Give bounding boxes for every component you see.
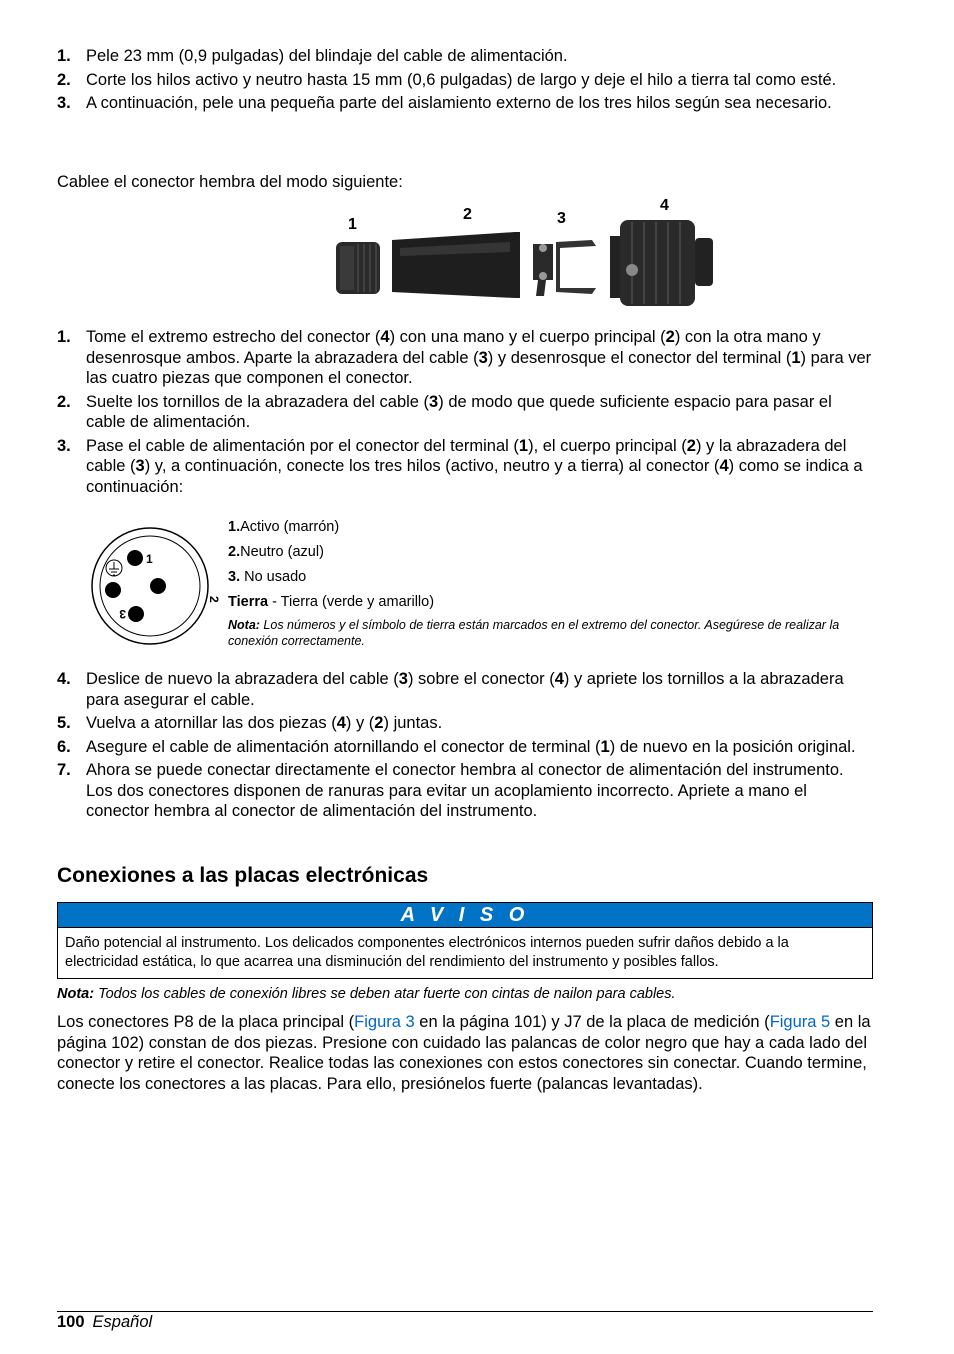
step-text: Pase el cable de alimentación por el conector del terminal ( [86, 436, 519, 455]
wiring-steps [57, 327, 873, 500]
note-text: Los números y el símbolo de tierra están marcados en el extremo del conector. Asegúrese de realizar la conexión correctamente. [228, 618, 840, 648]
part-label-2: 2 [463, 206, 472, 223]
list-item [57, 327, 873, 389]
step-text: ) con la otra mano y desenrosque ambos. Aparte la abrazadera del cable ( [86, 328, 821, 367]
pin-2-dot [150, 578, 166, 594]
legend-text: Activo (marrón) [240, 519, 340, 535]
list-item [57, 669, 873, 710]
legend-num: Tierra [228, 594, 269, 610]
note-label: Nota: [228, 618, 260, 632]
part-label-3: 3 [557, 210, 566, 227]
female-connector-part [610, 220, 713, 306]
part-ref: 3 [429, 392, 439, 411]
step-number: 1. [57, 47, 71, 65]
part-ref: 1 [518, 436, 529, 455]
footer-divider [57, 1311, 873, 1312]
step-number: 2. [57, 70, 71, 89]
step-text: ) juntas. [383, 714, 443, 732]
step-text: Tome el extremo estrecho del conector ( [86, 328, 381, 346]
assembly-steps [57, 669, 873, 825]
step-number: 4. [57, 670, 71, 688]
pin-1-dot [127, 550, 143, 566]
list-item [57, 46, 873, 67]
intro-text: Cablee el conector hembra del modo siguiente: [57, 173, 403, 191]
figure-5-link[interactable]: Figura 5 [769, 1013, 831, 1031]
paragraph-text: Los conectores P8 de la placa principal ( [57, 1013, 355, 1031]
pin-legend [228, 515, 868, 649]
pin-label-3: 3 [119, 607, 126, 621]
step-text: ) y apriete los tornillos a la abrazadera para asegurar el cable. [86, 670, 844, 709]
page-footer [57, 1312, 152, 1332]
paragraph-text: en la página 101) y J7 de la placa de medición ( [414, 1013, 770, 1031]
notice-body: Daño potencial al instrumento. Los delicados componentes electrónicos internos pueden sufrir daños debido a la electricidad estática, lo que acarrea una disminución del rendimiento del instrumento y posibles fallos. [65, 935, 789, 970]
part-ref: 2 [686, 436, 696, 455]
part-ref: 4 [336, 714, 346, 732]
step-number: 5. [57, 714, 71, 732]
list-item [57, 93, 873, 114]
legend-text: No usado [240, 569, 307, 585]
step-text: ) y, a continuación, conecte los tres hilos (activo, neutro y a tierra) al conector ( [144, 457, 720, 475]
step-text: ) y la abrazadera del cable ( [86, 436, 847, 475]
part-ref: 4 [554, 670, 564, 688]
list-item [57, 392, 873, 433]
step-text: Ahora se puede conectar directamente el conector hembra al conector de alimentación del instrumento. Los dos conectores disponen de ranuras para evitar un acoplamiento incorrecto. Apriete a mano el conector hembra al conector de alimentación del instrumento. [86, 761, 844, 820]
legend-item [228, 540, 868, 565]
step-number: 3. [57, 94, 71, 112]
legend-item [228, 565, 868, 590]
step-text: Suelte los tornillos de la abrazadera del cable ( [86, 392, 430, 411]
step-text: Asegure el cable de alimentación atornillando el conector de terminal ( [86, 737, 601, 756]
part-label-1: 1 [348, 216, 357, 233]
paragraph-text: en la página 102) constan de dos piezas. Presione con cuidado las palancas de color negro que hay a cada lado del conector y retire el conector. Realice todas las conexiones con estos conectores sin conectar. Cuando termine, conecte los conectores a las placas. Para ello, presiónelos fuerte (palancas levantadas). [57, 1013, 871, 1093]
part-ref: 3 [478, 348, 488, 367]
step-text: ) como se indica a continuación: [86, 457, 863, 496]
step-number: 7. [57, 761, 71, 779]
part-ref: 1 [600, 737, 610, 756]
notice-title: A V I S O [58, 903, 872, 928]
step-text: Deslice de nuevo la abrazadera del cable ( [86, 670, 399, 688]
list-item [57, 70, 873, 91]
pin-unused-dot [128, 606, 144, 622]
step-number: 2. [57, 392, 71, 411]
part-ref: 2 [665, 328, 675, 346]
legend-text: Neutro (azul) [240, 544, 324, 560]
prep-steps [57, 46, 873, 117]
part-ref: 3 [398, 670, 408, 688]
pin-diagram [74, 524, 228, 649]
step-number: 1. [57, 328, 71, 346]
legend-text: - Tierra (verde y amarillo) [268, 594, 435, 610]
connector-parts-figure [330, 192, 725, 310]
pin-3-dot [105, 582, 121, 598]
list-item [57, 713, 873, 734]
step-text: ) para ver las cuatro piezas que componen el conector. [86, 348, 872, 387]
legend-num: 2. [228, 544, 241, 560]
step-number: 3. [57, 436, 71, 455]
step-text: ) y desenrosque el conector del terminal ( [487, 348, 792, 367]
part-ref: 4 [719, 457, 729, 475]
step-text: ) sobre el conector ( [407, 670, 555, 688]
legend-num: 3. [228, 569, 241, 585]
part-label-4: 4 [660, 197, 669, 214]
step-text: ) y ( [345, 714, 375, 732]
note-text: Todos los cables de conexión libres se deben atar fuerte con cintas de nailon para cables. [94, 986, 676, 1002]
step-text: ) de nuevo en la posición original. [609, 737, 856, 756]
terminal-connector-part [336, 242, 380, 294]
legend-num: 1. [228, 519, 241, 535]
notice-box [57, 902, 873, 979]
list-item [57, 737, 873, 758]
part-ref: 4 [380, 328, 390, 346]
step-text: ) de modo que quede suficiente espacio para pasar el cable de alimentación. [86, 392, 832, 431]
list-item [57, 436, 873, 498]
pin-label-2: 2 [207, 596, 221, 603]
step-number: 6. [57, 737, 71, 756]
legend-item [228, 590, 868, 615]
step-text: Vuelva a atornillar las dos piezas ( [86, 714, 337, 732]
pin-label-1: 1 [146, 552, 153, 566]
step-text: Corte los hilos activo y neutro hasta 15 mm (0,6 pulgadas) de largo y deje el hilo a tierra tal como esté. [86, 70, 837, 89]
step-text: Pele 23 mm (0,9 pulgadas) del blindaje del cable de alimentación. [86, 47, 568, 65]
cable-clamp-part [533, 240, 596, 296]
note-label: Nota: [57, 986, 95, 1002]
page-number: 100 [57, 1313, 85, 1331]
step-text: ) con una mano y el cuerpo principal ( [389, 328, 666, 346]
step-text: ), el cuerpo principal ( [528, 436, 687, 455]
step-text: A continuación, pele una pequeña parte del aislamiento externo de los tres hilos según sea necesario. [86, 94, 832, 112]
figure-3-link[interactable]: Figura 3 [354, 1013, 415, 1031]
part-ref: 2 [374, 714, 384, 732]
list-item [57, 760, 873, 822]
section-heading: Conexiones a las placas electrónicas [57, 864, 429, 887]
legend-item [228, 515, 868, 540]
legend-note [228, 617, 868, 649]
main-body-part [392, 232, 520, 298]
part-ref: 3 [135, 457, 145, 475]
footer-language: Español [92, 1313, 153, 1331]
closing-paragraph [57, 1012, 873, 1094]
part-ref: 1 [791, 348, 801, 367]
cable-tie-note [57, 985, 676, 1004]
